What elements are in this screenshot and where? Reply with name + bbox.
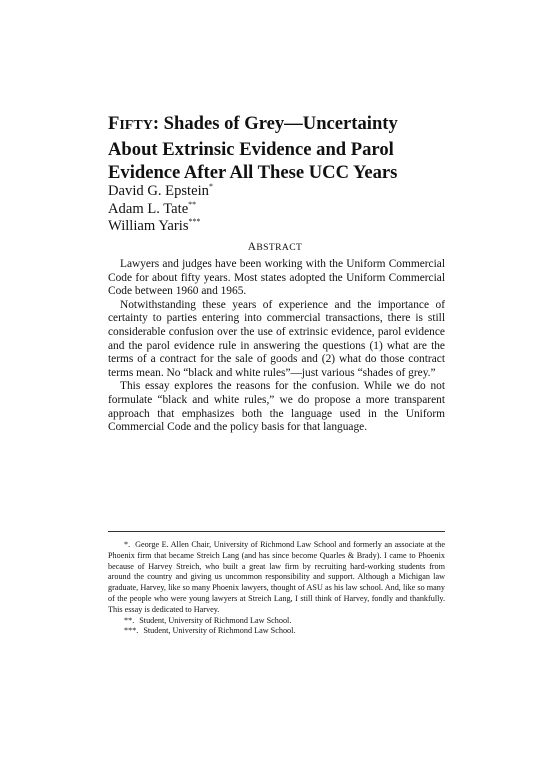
footnote-3 — [108, 626, 445, 637]
footnote-divider — [108, 531, 445, 532]
author-name: William Yaris — [108, 218, 189, 234]
abstract-paragraph-1: Lawyers and judges have been working with the Uniform Commercial Code for about fifty years. Most states adopted the Uniform Commercial Code between 1960 and 1965. — [108, 258, 445, 298]
author-2 — [108, 201, 213, 219]
abstract-paragraph-3: This essay explores the reasons for the confusion. While we do not formulate “black and white rules,” we do propose a more transparent approach that emphasizes both the language used in the Uniform Commercial Code and the policy basis for that language. — [108, 380, 445, 434]
author-footnote-mark[interactable]: *** — [188, 217, 201, 226]
footnotes — [108, 540, 445, 637]
abstract-heading — [0, 241, 550, 254]
footnote-text: Student, University of Richmond Law School. — [143, 626, 296, 636]
footnote-mark: *. — [124, 540, 131, 549]
abstract-paragraph-2: Notwithstanding these years of experience and the importance of certainty to parties entering into commercial transactions, there is still considerable confusion over the use of extrinsic evidence, parol evidence and the parol evidence rule in answering the questions (1) what are the terms of a contract for the sale of goods and (2) what do those contract terms mean. No “black and white rules”—just various “shades of grey.” — [108, 298, 445, 379]
footnote-mark: ***. — [124, 626, 139, 636]
author-list — [108, 183, 213, 236]
article-title — [108, 112, 448, 185]
author-footnote-mark[interactable]: * — [208, 182, 213, 191]
abstract-heading-rest: BSTRACT — [256, 242, 303, 253]
author-footnote-mark[interactable]: ** — [188, 199, 197, 209]
footnote-1 — [108, 540, 445, 616]
author-1 — [108, 183, 213, 201]
footnote-text: George E. Allen Chair, University of Richmond Law School and formerly an associate at the Phoenix firm that became Streich Lang (and has since become Quarles & Brady). I came to Phoenix because of Harvey Streich, who built a great law firm by recruiting hard-working students from around the country and giving us uncommon responsibility and support. Although a Michigan law graduate, Harvey, like so many Phoenix lawyers, thought of ASU as his law school. And, like so many of the people who were young lawyers at Streich Lang, I still think of Harvey, fondly and thankfully. This essay is dedicated to Harvey. — [108, 540, 445, 614]
footnote-text: Student, University of Richmond Law School. — [139, 615, 292, 625]
abstract-heading-initial: A — [247, 241, 257, 253]
footnote-mark: **. — [124, 615, 135, 625]
abstract-body — [108, 258, 445, 435]
author-name: David G. Epstein — [108, 183, 209, 199]
title-text: : Shades of Grey—Uncertainty About Extrinsic Evidence and Parol Evidence After All These UCC Years — [108, 113, 398, 183]
title-smallcaps-rest: IFTY — [119, 118, 153, 133]
footnote-2 — [108, 616, 445, 627]
author-name: Adam L. Tate — [108, 200, 189, 217]
title-smallcaps-initial: F — [108, 113, 120, 134]
author-3 — [108, 218, 213, 236]
